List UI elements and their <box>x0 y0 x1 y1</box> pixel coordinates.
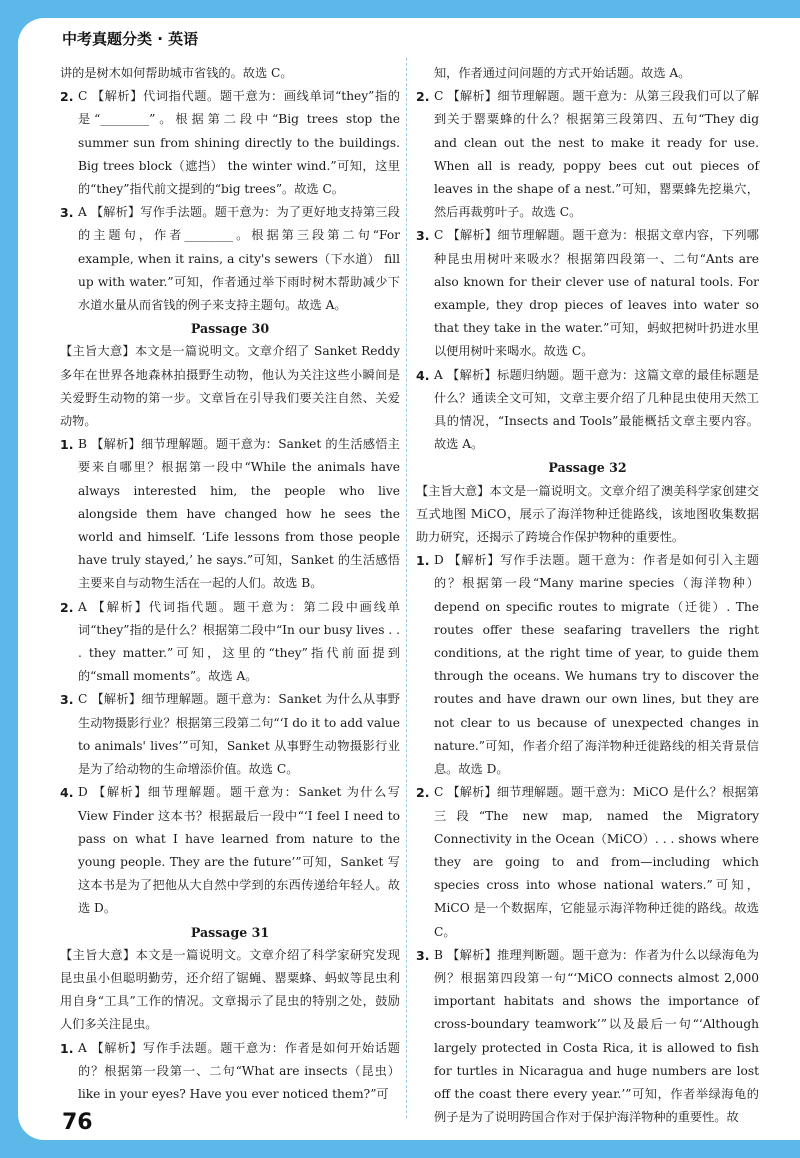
item-number: 2. <box>416 785 430 801</box>
paragraph: 讲的是树木如何帮助城市省钱的。故选 C。 <box>60 66 293 80</box>
main-idea: 【主旨大意】本文是一篇说明文。文章介绍了 Sanket Reddy 多年在世界各地森林拍摄野生动物，他认为关注这些小瞬间是关爱野生动物的第一步。文章旨在引导我们要关注自然、关爱动物。 <box>60 344 400 429</box>
answer-item <box>60 1037 400 1107</box>
document-page <box>18 18 800 1140</box>
left-column <box>60 62 400 1106</box>
item-text: A 【解析】标题归纳题。题干意为：这篇文章的最佳标题是什么？通读全文可知，文章主要介绍了几种昆虫使用天然工具的情况，“Insects and Tools”最能概括文章主要内容。故选 A。 <box>434 367 759 452</box>
item-number: 4. <box>60 785 74 801</box>
item-number: 3. <box>416 228 430 244</box>
answer-item <box>60 688 400 781</box>
item-text: D 【解析】细节理解题。题干意为：Sanket 为什么写 View Finder 这本书？根据最后一段中“‘I feel I need to pass on what I have learned from nature to the young people. They are the future’”可知，Sanket 写这本书是为了把他从大自然中学到的东西传递给年轻人。故选 D。 <box>78 785 400 916</box>
item-number: 2. <box>416 89 430 105</box>
column-divider <box>406 58 407 1118</box>
answer-item <box>60 433 400 595</box>
item-text: C 【解析】细节理解题。题干意为：Sanket 为什么从事野生动物摄影行业？根据第三段第二句“‘I do it to add value to animals' lives’”可知，Sanket 从事野生动物摄影行业是为了给动物的生命增添价值。故选 C。 <box>78 692 400 777</box>
main-idea: 【主旨大意】本文是一篇说明文。文章介绍了澳美科学家创建交互式地图 MiCO，展示了海洋物种迁徙路线，该地图收集数据助力研究，还揭示了跨境合作保护物种的重要性。 <box>416 483 759 545</box>
item-text: C 【解析】细节理解题。题干意为：从第三段我们可以了解到关于罂粟蜂的什么？根据第三段第四、五句“They dig and clean out the nest to make it ready for use. When all is ready, poppy bees cut out pieces of leaves in the shape of a nest.”可知，罂粟蜂先挖巢穴，然后再裁剪叶子。故选 C。 <box>434 89 759 220</box>
answer-item <box>60 201 400 317</box>
item-text: A 【解析】写作手法题。题干意为：作者是如何开始话题的？根据第一段第一、二句“What are insects（昆虫） like in your eyes? Have you ever noticed them?”可 <box>78 1040 400 1101</box>
answer-item <box>60 85 400 201</box>
page-header: 中考真题分类 · 英语 <box>62 30 199 48</box>
passage-heading: Passage 30 <box>190 321 270 337</box>
item-text: A 【解析】代词指代题。题干意为：第二段中画线单词“they”指的是什么？根据第二段中“In our busy lives . . . they matter.”可知，这里的“they”指代前面提到的“small moments”。故选 A。 <box>78 599 400 684</box>
answer-item <box>60 596 400 689</box>
answer-item <box>416 364 759 457</box>
paragraph: 知，作者通过问问题的方式开始话题。故选 A。 <box>434 66 691 80</box>
answer-item <box>416 549 759 781</box>
item-number: 1. <box>60 1040 74 1056</box>
answer-item <box>416 944 759 1130</box>
item-number: 1. <box>416 553 430 569</box>
item-text: B 【解析】细节理解题。题干意为：Sanket 的生活感悟主要来自哪里？根据第一段中“While the animals have always interested him, the people who live alongside them have changed how he sees the world and himself. ‘Life lessons from those people have truly stayed,’ he says.”可知，Sanket 的生活感悟主要来自与动物生活在一起的人们。故选 B。 <box>78 437 400 591</box>
item-text: D 【解析】写作手法题。题干意为：作者是如何引入主题的？根据第一段“Many marine species（海洋物种） depend on specific routes to migrate（迁徙）. The routes offer these seafaring travellers the right conditions, at the right time of year, to guide them through the oceans. We humans try to discover the routes and have drawn our own lines, but they are not clear to us because of unexpected changes in nature.”可知，作者介绍了海洋物种迁徙路线的相关背景信息。故选 D。 <box>434 553 759 777</box>
answer-item <box>416 224 759 363</box>
right-column <box>416 62 759 1129</box>
answer-item <box>416 781 759 943</box>
passage-heading: Passage 32 <box>548 460 627 476</box>
item-number: 2. <box>60 89 74 105</box>
answer-item <box>60 781 400 920</box>
item-number: 3. <box>60 205 74 221</box>
item-number: 3. <box>416 947 430 963</box>
item-text: C 【解析】代词指代题。题干意为：画线单词“they”指的是“________”。根据第二段中“Big trees stop the summer sun from shining directly to the buildings. Big trees block（遮挡） the winter wind.”可知，这里的“they”指代前文提到的“big trees”。故选 C。 <box>78 89 400 197</box>
answer-item <box>416 85 759 224</box>
item-text: A 【解析】写作手法题。题干意为：为了更好地支持第三段的主题句，作者________。根据第三段第二句“For example, when it rains, a city's sewers（下水道） fill up with water.”可知，作者通过举下雨时树木帮助减少下水道水量从而省钱的例子来支持主题句。故选 A。 <box>78 205 400 313</box>
item-text: B 【解析】推理判断题。题干意为：作者为什么以绿海龟为例？根据第四段第一句“‘MiCO connects almost 2,000 important habitats and shows the importance of cross-boundary teamwork’”以及最后一句“‘Although largely protected in Costa Rica, it is allowed to fish for turtles in Nicaragua and huge numbers are lost off the coast there every year.’”可知，作者举绿海龟的例子是为了说明跨国合作对于保护海洋物种的重要性。故 <box>434 947 759 1125</box>
item-text: C 【解析】细节理解题。题干意为：根据文章内容，下列哪种昆虫用树叶来吸水？根据第四段第一、二句“Ants are also known for their clever use of natural tools. For example, they drop pieces of leaves into water so that they take in the water.”可知，蚂蚁把树叶扔进水里以便用树叶来喝水。故选 C。 <box>434 228 759 359</box>
item-text: C 【解析】细节理解题。题干意为：MiCO 是什么？根据第三段“The new map, named the Migratory Connectivity in the Ocean（MiCO）. . . shows where they are going to and from—including which species cross into whose national waters.”可知，MiCO 是一个数据库，它能显示海洋物种迁徙的路线。故选 C。 <box>434 785 759 939</box>
main-idea: 【主旨大意】本文是一篇说明文。文章介绍了科学家研究发现昆虫虽小但聪明勤劳，还介绍了锯蝇、罂粟蜂、蚂蚁等昆虫利用自身“工具”工作的情况。文章揭示了昆虫的特别之处，鼓励人们多关注昆虫。 <box>60 947 400 1032</box>
passage-heading: Passage 31 <box>190 924 270 940</box>
item-number: 1. <box>60 437 74 453</box>
item-number: 3. <box>60 692 74 708</box>
item-number: 2. <box>60 599 74 615</box>
item-number: 4. <box>416 367 430 383</box>
page-number: 76 <box>62 1110 93 1135</box>
